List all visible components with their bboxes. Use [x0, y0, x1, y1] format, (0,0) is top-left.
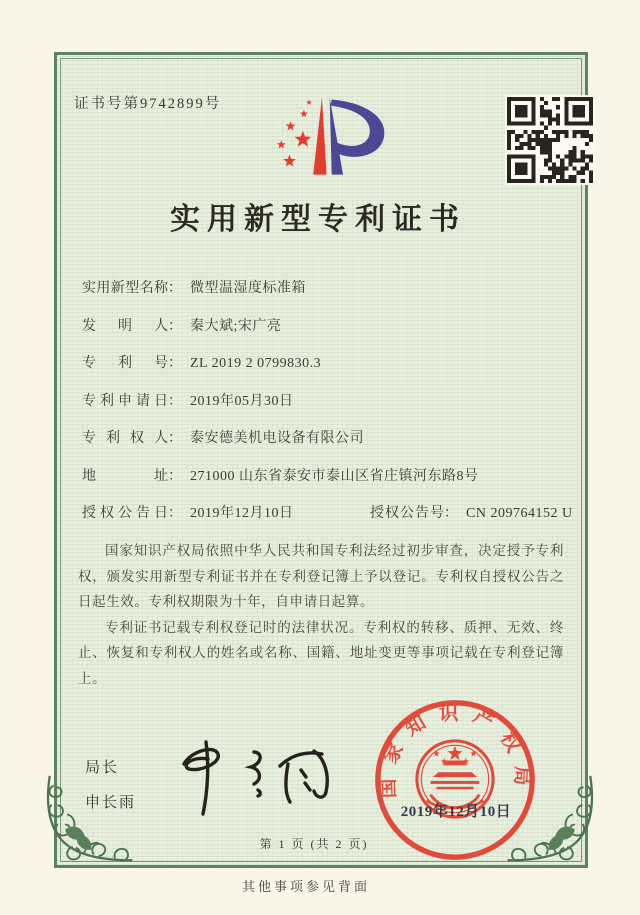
- field-colon: ：: [168, 431, 182, 446]
- certificate-number: 证书号第9742899号: [74, 96, 222, 112]
- field-colon: ：: [444, 506, 458, 521]
- officer-title: 局长: [85, 760, 120, 776]
- certificate-title: 实用新型专利证书: [170, 203, 466, 236]
- field-value-address: 271000 山东省泰安市泰山区省庄镇河东路8号: [190, 468, 479, 484]
- legal-text: [78, 538, 564, 691]
- field-colon: ：: [168, 468, 182, 484]
- field-colon: ：: [168, 506, 182, 521]
- field-pair-grant-number: [370, 503, 573, 524]
- field-row-grant: [82, 503, 573, 524]
- field-value-utility-model-name: 微型温湿度标准箱: [190, 281, 306, 296]
- cnipa-logo-icon: [252, 82, 397, 190]
- field-value-patent-number: ZL 2019 2 0799830.3: [190, 356, 322, 371]
- field-label: 专利权人: [82, 431, 168, 446]
- legal-paragraph-1: 国家知识产权局依照中华人民共和国专利法经过初步审查，决定授予专利权，颁发实用新型专利证书并在专利登记簿上予以登记。专利权自授权公告之日起生效。专利权期限为十年，自申请日起算。: [78, 543, 564, 609]
- field-label: 专利号: [82, 356, 168, 371]
- page-number: 第 1 页 (共 2 页): [259, 837, 369, 851]
- qr-code-icon: [505, 95, 595, 185]
- field-value-grant-number: CN 209764152 U: [466, 506, 573, 521]
- field-colon: ：: [168, 356, 182, 371]
- field-label: 授权公告号: [370, 506, 444, 521]
- field-value-patentee: 泰安德美机电设备有限公司: [190, 431, 364, 446]
- legal-paragraph-2: 专利证书记载专利权登记时的法律状况。专利权的转移、质押、无效、终止、恢复和专利权人的姓名或名称、国籍、地址变更等事项记载在专利登记簿上。: [78, 619, 564, 686]
- field-value-inventor: 秦大斌;宋广亮: [190, 318, 282, 334]
- handwritten-signature-icon: [158, 728, 363, 826]
- officer-name: 申长雨: [85, 795, 137, 811]
- field-label: 专利申请日: [82, 393, 168, 409]
- field-value-grant-date: 2019年12月10日: [190, 506, 294, 521]
- field-colon: ：: [168, 281, 182, 296]
- seal-date: 2019年12月10日: [400, 804, 512, 820]
- field-row-patentee: [82, 428, 552, 449]
- field-label: 发明人: [82, 318, 168, 334]
- field-label: 授权公告日: [82, 506, 168, 521]
- field-list: [82, 278, 573, 541]
- back-side-note: 其他事项参见背面: [241, 879, 370, 894]
- field-row-inventor: [82, 316, 552, 337]
- field-row-name: [82, 278, 552, 299]
- field-row-filing-date: [82, 391, 552, 412]
- corner-flourish-bottom-left: [44, 772, 140, 868]
- seal-text: 国家知识产权局: [377, 703, 533, 799]
- cnipa-red-seal-icon: [372, 697, 538, 863]
- field-colon: ：: [168, 393, 182, 409]
- field-row-patent-number: [82, 353, 552, 374]
- field-label: 实用新型名称: [82, 281, 168, 296]
- field-label: 地址: [82, 468, 168, 484]
- field-colon: ：: [168, 318, 182, 334]
- field-value-filing-date: 2019年05月30日: [190, 393, 294, 409]
- field-row-address: [82, 466, 552, 487]
